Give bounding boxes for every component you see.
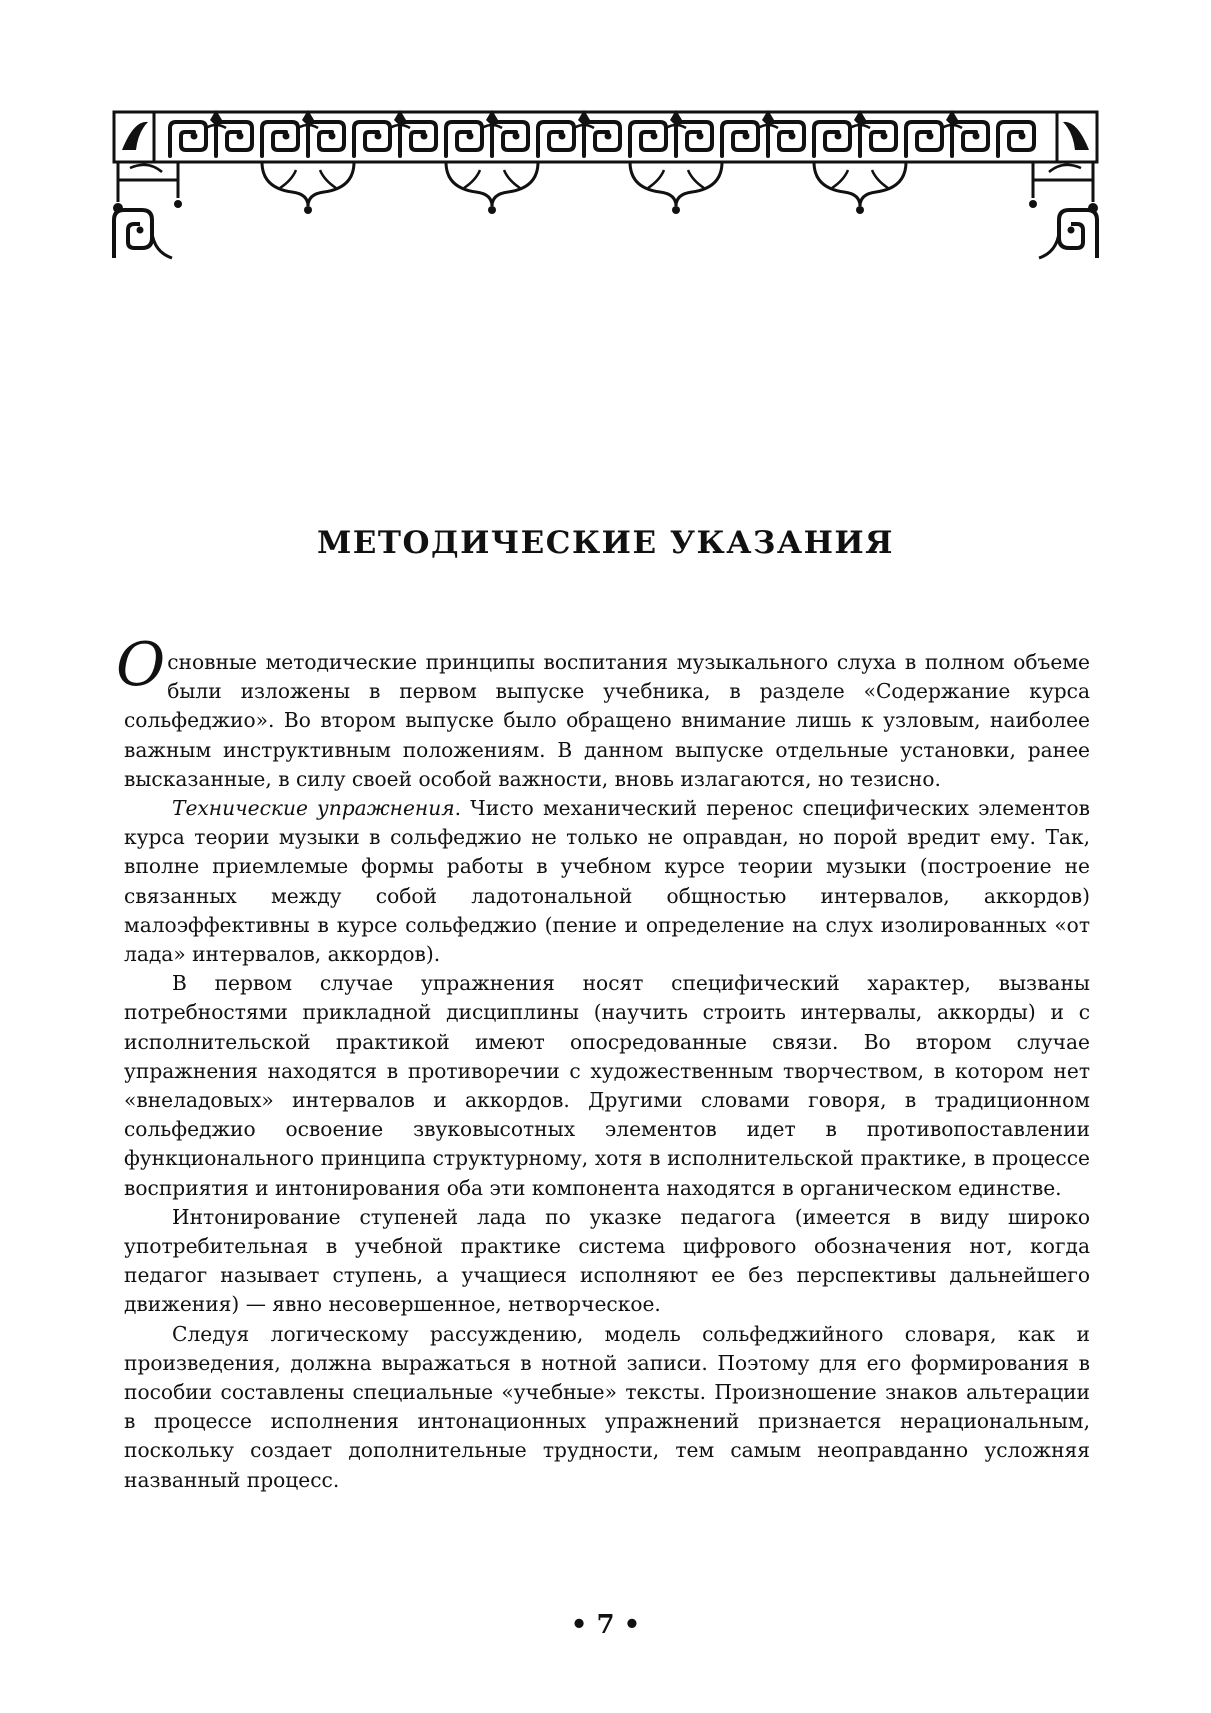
paragraph-1-text: сновные методические принципы воспитания музыкального слуха в полном объеме были изложены в первом выпуске учебника, в разделе «Содержание курса сольфеджио». Во втором выпуске было обращено внимание лишь к узловым, наиболее важным инструктивным положениям. В данном выпуске отдельные установки, ранее высказанные, в силу своей особой важности, вновь излагаются, но тезисно. [124, 650, 1090, 791]
drop-cap: О [116, 630, 166, 700]
paragraph-4: Интонирование ступеней лада по указке педагога (имеется в виду широко употребительная в учебной практике система цифрового обозначения нот, когда педагог называет ступень, а учащиеся исполняют ее без перспективы дальнейшего движения) — явно несовершенное, нетворческое. [124, 1204, 1090, 1317]
decorative-border-ornament-icon [112, 110, 1099, 260]
paragraph-5: Следуя логическому рассуждению, модель сольфеджийного словаря, как и произведения, должна выражаться в нотной записи. Поэтому для его формирования в пособии составлены специальные «учебные» тексты. Произношение знаков альтерации в процессе исполнения интонационных упражнений признается нерациональным, поскольку создает дополнительные трудности, тем самым неоправданно усложняя названный процесс. [124, 1321, 1090, 1492]
paragraph-2 [124, 794, 1090, 969]
body-text [116, 630, 1090, 1495]
page-number: • 7 • [570, 1610, 641, 1640]
paragraph-3: В первом случае упражнения носят специфический характер, вызваны потребностями прикладной дисциплины (научить строить интервалы, аккорды) и с исполнительской практикой имеют опосредованные связи. Во втором случае упражнения находятся в противоречии с художественным творчеством, в котором нет «внеладовых» интервалов и аккордов. Другими словами говоря, в традиционном сольфеджио освоение звуковысотных элементов идет в противопоставлении функционального принципа структурному, хотя в исполнительской практике, в процессе восприятия и интонирования оба эти компонента находятся в органическом единстве. [124, 971, 1090, 1200]
page-title: МЕТОДИЧЕСКИЕ УКАЗАНИЯ [316, 525, 894, 561]
paragraph-2-lead: Технические упражнения [172, 796, 455, 821]
paragraph-1 [116, 630, 1090, 794]
paragraph-2-text: . Чисто механический перенос специфических элементов курса теории музыки в сольфеджио не только не оправдан, но порой вредит ему. Так, вполне приемлемые формы работы в учебном курсе теории музыки (построение не связанных между собой ладотональной общностью интервалов, аккордов) малоэффективны в курсе сольфеджио (пение и определение на слух изолированных «от лада» интервалов, аккордов). [124, 796, 1090, 967]
